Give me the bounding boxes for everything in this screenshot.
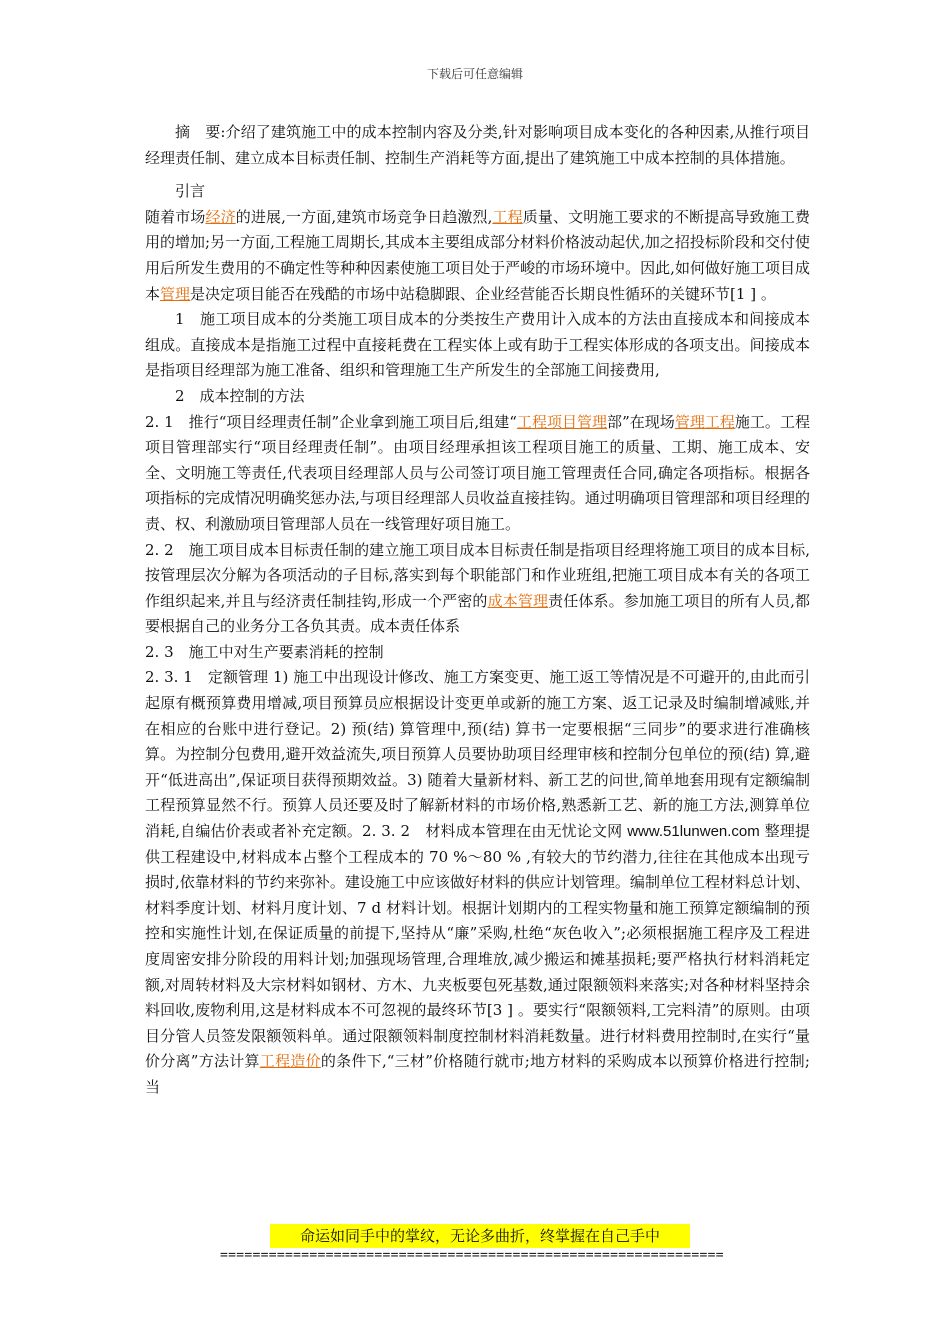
site-url: www.51lunwen.com bbox=[627, 823, 760, 841]
s231-text-3: 的条件下,“三材”价格随行就市;地方材料的采购成本以预算价格进行控制;当 bbox=[145, 1052, 810, 1096]
s21-text-2: 部”在现场 bbox=[607, 412, 675, 431]
section-2-heading: 2 成本控制的方法 bbox=[175, 386, 305, 405]
footer-motto: 命运如同手中的掌纹，无论多曲折，终掌握在自己手中 bbox=[270, 1224, 690, 1248]
s21-text-1: 2. 1 推行“项目经理责任制”企业拿到施工项目后,组建“ bbox=[145, 412, 517, 431]
intro-paragraph bbox=[145, 205, 810, 307]
link-project-cost[interactable]: 工程造价 bbox=[259, 1052, 321, 1071]
section-2-1 bbox=[145, 410, 810, 538]
link-management[interactable]: 管理 bbox=[160, 284, 191, 303]
intro-text-1: 随着市场 bbox=[145, 207, 206, 226]
s22-text-2: 责任体系。参加施工项目的所有人员,都要根据自己的业务分工各负其责。成本责任体系 bbox=[145, 591, 810, 636]
link-economy[interactable]: 经济 bbox=[205, 207, 236, 226]
section-1: 1 施工项目成本的分类施工项目成本的分类按生产费用计入成本的方法由直接成本和间接成本组成。直接成本是指施工过程中直接耗费在工程实体上或有助于工程实体形成的各项支出。间接成本是指项目经理部为施工准备、组织和管理施工生产所发生的全部施工间接费用, bbox=[145, 310, 810, 380]
link-engineering[interactable]: 工程 bbox=[492, 207, 523, 226]
s21-text-3: 施工。工程项目管理部实行“项目经理责任制”。由项目经理承担该工程项目施工的质量、工期、施工成本、安全、文明施工等责任,代表项目经理部人员与公司签订项目施工管理责任合同,确定各项指标。根据各项指标的完成情况明确奖惩办法,与项目经理部人员收益直接挂钩。通过明确项目管理部和项目经理的责、权、利激励项目管理部人员在一线管理好项目施工。 bbox=[145, 412, 810, 533]
intro-text-4: 是决定项目能否在残酷的市场中站稳脚跟、企业经营能否长期良性循环的关键环节[1 ] 。 bbox=[190, 284, 776, 303]
intro-text-3: 质量、文明施工要求的不断提高导致施工费用的增加;另一方面,工程施工周期长,其成本主要组成部分材料价格波动起伏,加之招投标阶段和交付使用后所发生费用的不确定性等种种因素使施工项目处于严峻的市场环境中。因此,如何做好施工项目成本 bbox=[145, 207, 810, 303]
abstract: 摘 要:介绍了建筑施工中的成本控制内容及分类,针对影响项目成本变化的各种因素,从推行项目经理责任制、建立成本目标责任制、控制生产消耗等方面,提出了建筑施工中成本控制的具体措施。 bbox=[145, 123, 810, 167]
intro-text-2: 的进展,一方面,建筑市场竞争日趋激烈, bbox=[235, 207, 493, 226]
section-2-2 bbox=[145, 538, 810, 640]
footer-divider: ============================================================== bbox=[220, 1248, 724, 1263]
link-cost-management[interactable]: 成本管理 bbox=[487, 591, 549, 610]
s231-text-1: 2. 3. 1 定额管理 1) 施工中出现设计修改、施工方案变更、施工返工等情况是不可避开的,由此而引起原有概预算费用增减,项目预算员应根据设计变更单或新的施工方案、返工记录及时编制增减账,并在相应的台账中进行登记。2) 预(结) 算管理中,预(结) 算书一定要根据“三同步”的要求进行准确核算。为控制分包费用,避开效益流失,项目预算人员要协助项目经理审核和控制分包单位的预(结) 算,避开“低进高出”,保证项目获得预期效益。3) 随着大量新材料、新工艺的问世,简单地套用现有定额编制工程预算显然不行。预算人员还要及时了解新材料的市场价格,熟悉新工艺、新的施工方法,测算单位消耗,自编估价表或者补充定额。2. 3. 2 材料成本管理在由无忧论文网 bbox=[145, 668, 810, 841]
s231-text-2: 整理提供工程建设中,材料成本占整个工程成本的 70 %～80 % ,有较大的节约潜力,往往在其他成本出现亏损时,依靠材料的节约来弥补。建设施工中应该做好材料的供应计划管理。编制单位工程材料总计划、材料季度计划、材料月度计划、7 d 材料计划。根据计划期内的工程实物量和施工预算定额编制的预控和实施性计划,在保证质量的前提下,坚持从“廉”采购,杜绝“灰色收入”;必须根据施工程序及工程进度周密安排分阶段的用料计划;加强现场管理,合理堆放,减少搬运和摊基损耗;要严格执行材料消耗定额,对周转材料及大宗材料如钢材、方木、九夹板要包死基数,通过限额领料来落实;对各种材料坚持余料回收,废物利用,这是材料成本不可忽视的最终环节[3 ] 。要实行“限额领料,工完料清”的原则。由项目分管人员签发限额领料单。通过限额领料制度控制材料消耗数量。进行材料费用控制时,在实行“量价分离”方法计算 bbox=[145, 822, 810, 1071]
link-project-management[interactable]: 工程项目管理 bbox=[516, 412, 608, 431]
s22-text-1: 2. 2 施工项目成本目标责任制的建立施工项目成本目标责任制是指项目经理将施工项目的成本目标,按管理层次分解为各项活动的子目标,落实到每个职能部门和作业班组,把施工项目成本有关的各项工作组织起来,并且与经济责任制挂钩,形成一个严密的 bbox=[145, 540, 810, 610]
link-management-engineering[interactable]: 管理工程 bbox=[674, 412, 735, 431]
page-header: 下载后可任意编辑 bbox=[426, 67, 523, 81]
article-body bbox=[145, 120, 810, 1101]
section-2-3-heading: 2. 3 施工中对生产要素消耗的控制 bbox=[145, 642, 384, 661]
intro-heading: 引言 bbox=[175, 182, 206, 201]
section-2-3-1 bbox=[145, 665, 810, 1100]
